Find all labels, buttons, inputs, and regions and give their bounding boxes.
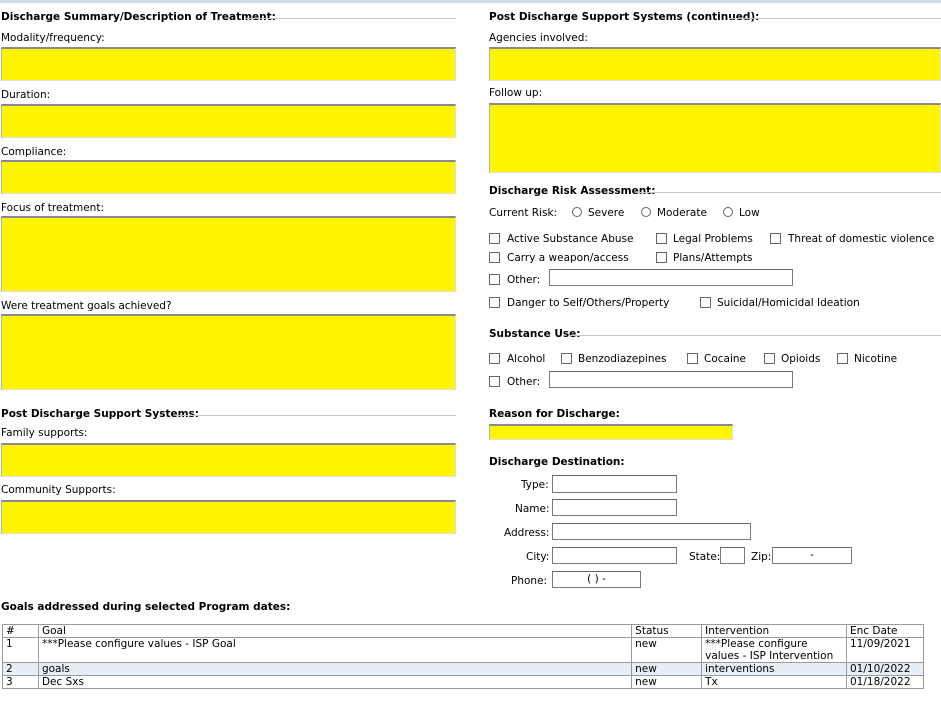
modality-field[interactable]	[1, 47, 456, 81]
suicidal-checkbox[interactable]	[700, 297, 711, 308]
section-rule	[570, 335, 941, 336]
col-header-status[interactable]: Status	[632, 625, 702, 638]
city-input[interactable]	[552, 547, 677, 564]
cell-date: 01/18/2022	[847, 676, 924, 689]
discharge-summary-title: Discharge Summary/Description of Treatment:	[1, 11, 276, 23]
duration-field[interactable]	[1, 104, 456, 138]
family-field[interactable]	[1, 443, 456, 477]
cell-status: new	[632, 676, 702, 689]
goals-table	[2, 624, 924, 689]
cell-num: 2	[3, 663, 39, 676]
cell-intervention: interventions	[702, 663, 847, 676]
top-border	[0, 0, 941, 3]
cell-status: new	[632, 663, 702, 676]
duration-label: Duration:	[1, 89, 51, 101]
benzo-checkbox[interactable]	[561, 353, 572, 364]
plans-checkbox[interactable]	[656, 252, 667, 263]
family-label: Family supports:	[1, 427, 88, 439]
cell-num: 3	[3, 676, 39, 689]
substance-other-label: Other:	[507, 376, 541, 388]
goals-achieved-field[interactable]	[1, 314, 456, 390]
cocaine-checkbox[interactable]	[687, 353, 698, 364]
community-field[interactable]	[1, 500, 456, 534]
risk-moderate-label: Moderate	[657, 207, 707, 219]
table-row[interactable]	[3, 676, 924, 689]
legal-label: Legal Problems	[673, 233, 753, 245]
agencies-field[interactable]	[489, 47, 941, 81]
section-rule	[245, 18, 456, 19]
table-row[interactable]	[3, 638, 924, 663]
risk-severe-label: Severe	[588, 207, 625, 219]
benzo-label: Benzodiazepines	[578, 353, 667, 365]
col-header-goal[interactable]: Goal	[38, 625, 631, 638]
table-row[interactable]	[3, 663, 924, 676]
cell-goal: ***Please configure values - ISP Goal	[38, 638, 631, 663]
domestic-checkbox[interactable]	[770, 233, 781, 244]
substance-other-checkbox[interactable]	[489, 376, 500, 387]
risk-title: Discharge Risk Assessment:	[489, 185, 656, 197]
address-label: Address:	[504, 527, 550, 539]
alcohol-checkbox[interactable]	[489, 353, 500, 364]
reason-field[interactable]	[489, 424, 733, 440]
legal-checkbox[interactable]	[656, 233, 667, 244]
destination-title: Discharge Destination:	[489, 456, 625, 468]
type-input[interactable]	[552, 475, 677, 493]
weapon-checkbox[interactable]	[489, 252, 500, 263]
phone-input[interactable]: ( ) -	[552, 571, 641, 588]
danger-label: Danger to Self/Others/Property	[507, 297, 670, 309]
focus-label: Focus of treatment:	[1, 202, 104, 214]
substance-title: Substance Use:	[489, 328, 581, 340]
community-label: Community Supports:	[1, 484, 116, 496]
suicidal-label: Suicidal/Homicidal Ideation	[717, 297, 860, 309]
address-input[interactable]	[552, 523, 751, 540]
plans-label: Plans/Attempts	[673, 252, 753, 264]
risk-other-checkbox[interactable]	[489, 274, 500, 285]
risk-other-label: Other:	[507, 274, 541, 286]
zip-input[interactable]: -	[772, 547, 852, 564]
table-header-row	[3, 625, 924, 638]
state-input[interactable]	[720, 547, 745, 564]
support-continued-title: Post Discharge Support Systems (continued):	[489, 11, 760, 23]
opioids-checkbox[interactable]	[764, 353, 775, 364]
col-header-intervention[interactable]: Intervention	[702, 625, 847, 638]
cell-goal: Dec Sxs	[38, 676, 631, 689]
compliance-field[interactable]	[1, 160, 456, 194]
risk-low-label: Low	[739, 207, 760, 219]
weapon-label: Carry a weapon/access	[507, 252, 629, 264]
cell-status: new	[632, 638, 702, 663]
nicotine-checkbox[interactable]	[837, 353, 848, 364]
section-rule	[729, 18, 941, 19]
risk-low-radio[interactable]	[723, 207, 733, 217]
risk-other-input[interactable]	[549, 269, 793, 286]
risk-moderate-radio[interactable]	[641, 207, 651, 217]
domestic-label: Threat of domestic violence	[788, 233, 935, 245]
opioids-label: Opioids	[781, 353, 821, 365]
section-rule	[637, 192, 941, 193]
followup-label: Follow up:	[489, 87, 543, 99]
nicotine-label: Nicotine	[854, 353, 898, 365]
active-substance-label: Active Substance Abuse	[507, 233, 634, 245]
risk-severe-radio[interactable]	[572, 207, 582, 217]
substance-other-input[interactable]	[549, 371, 793, 388]
current-risk-label: Current Risk:	[489, 207, 558, 219]
name-label: Name:	[515, 503, 550, 515]
support-systems-title: Post Discharge Support Systems:	[1, 408, 199, 420]
col-header-date[interactable]: Enc Date	[847, 625, 924, 638]
active-substance-checkbox[interactable]	[489, 233, 500, 244]
section-rule	[176, 415, 456, 416]
compliance-label: Compliance:	[1, 146, 67, 158]
city-label: City:	[526, 551, 550, 563]
focus-field[interactable]	[1, 216, 456, 292]
reason-title: Reason for Discharge:	[489, 408, 620, 420]
cell-intervention: Tx	[702, 676, 847, 689]
zip-label: Zip:	[751, 551, 772, 563]
goals-title: Goals addressed during selected Program dates:	[1, 601, 291, 613]
modality-label: Modality/frequency:	[1, 32, 105, 44]
cell-intervention: ***Please configure values - ISP Intervention	[702, 638, 847, 663]
followup-field[interactable]	[489, 103, 941, 173]
cell-goal: goals	[38, 663, 631, 676]
agencies-label: Agencies involved:	[489, 32, 588, 44]
type-label: Type:	[521, 479, 549, 491]
cell-num: 1	[3, 638, 39, 663]
state-label: State:	[689, 551, 721, 563]
alcohol-label: Alcohol	[507, 353, 546, 365]
cocaine-label: Cocaine	[704, 353, 746, 365]
danger-checkbox[interactable]	[489, 297, 500, 308]
goals-achieved-label: Were treatment goals achieved?	[1, 300, 172, 312]
name-input[interactable]	[552, 499, 677, 516]
col-header-num[interactable]: #	[3, 625, 39, 638]
phone-label: Phone:	[511, 575, 548, 587]
cell-date: 01/10/2022	[847, 663, 924, 676]
cell-date: 11/09/2021	[847, 638, 924, 663]
